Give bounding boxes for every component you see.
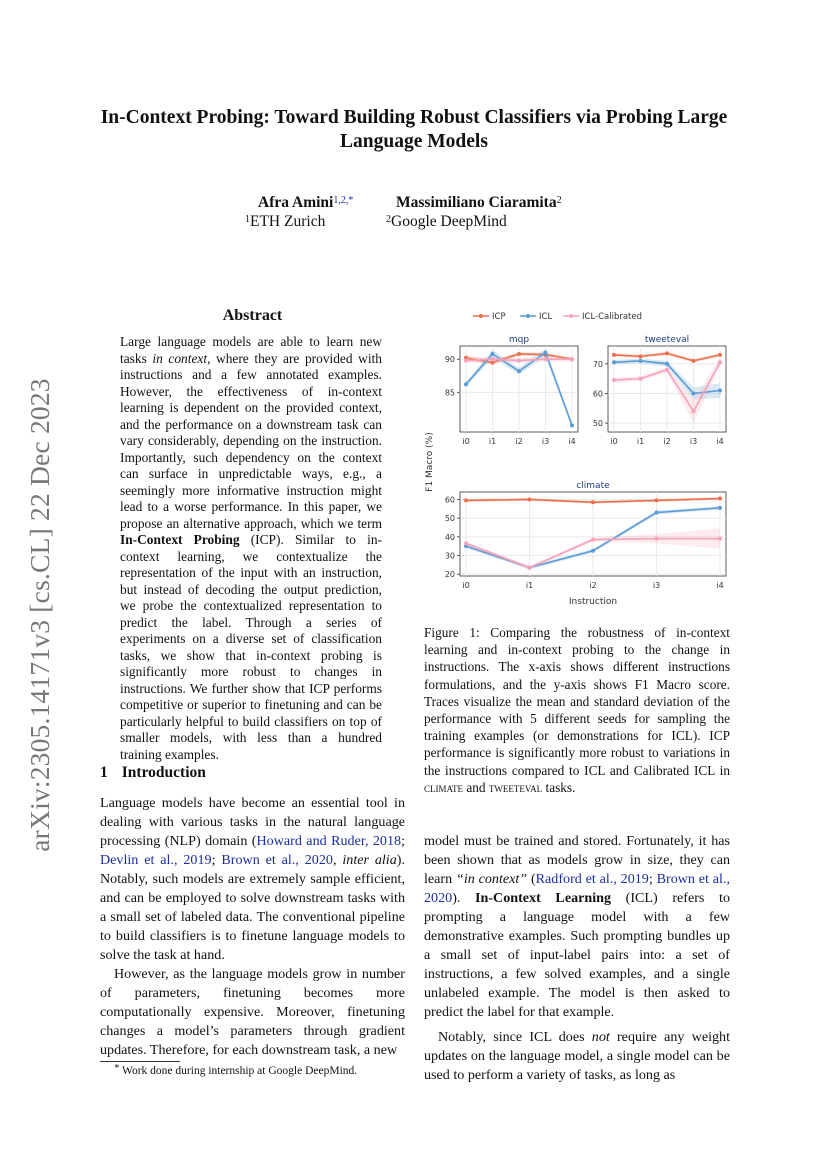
panel-title: climate [576, 481, 610, 491]
y-tick-label: 85 [444, 388, 455, 398]
data-point [544, 357, 548, 361]
caption-task-climate: climate [424, 779, 463, 795]
arxiv-stamp [18, 360, 62, 870]
citation-link[interactable]: Radford et al., 2019 [535, 871, 649, 887]
y-tick-label: 20 [444, 570, 455, 580]
affiliation-1-name: ETH Zurich [250, 213, 326, 230]
intro-right-p2-text-b: require any weight updates on the language model, a single model can be used to perform a variety of tasks, as long as [424, 1029, 730, 1083]
affiliation-1-sup: 1 [245, 214, 250, 225]
data-point [612, 353, 616, 357]
data-point [491, 357, 495, 361]
panel-title: mqp [508, 335, 530, 345]
intro-paragraph-2: However, as the language models grow in number of parameters, finetuning becomes more computationally expensive. Moreover, finetuning changes a model’s parameters through gradient updates. Therefore, for each downstream task, a new [100, 966, 405, 1058]
data-point [528, 497, 532, 501]
y-tick-label: 70 [592, 359, 603, 369]
x-tick-label: i1 [488, 437, 497, 446]
data-point [570, 357, 574, 361]
data-point [517, 359, 521, 363]
author-1-sup: 1,2,* [333, 195, 354, 206]
x-tick-label: i1 [525, 581, 534, 590]
intro-paragraph-1 [100, 794, 405, 965]
x-tick-label: i4 [568, 437, 576, 446]
title-line-1: In-Context Probing: Toward Building Robust Classifiers via Probing Large [100, 107, 728, 128]
intro-right-p1-text-a: model must be trained and stored. Fortunately, it has been shown that as models grow in size, they can learn [424, 833, 730, 887]
intro-left-column [100, 794, 405, 1060]
data-point [655, 511, 659, 515]
data-point [718, 537, 722, 541]
legend-label: ICL [539, 312, 553, 322]
citation-separator: ; [211, 852, 222, 868]
footnote-text: Work done during internship at Google DeepMind. [122, 1065, 358, 1077]
figure-1 [418, 304, 736, 616]
data-point [570, 423, 574, 427]
data-point [464, 498, 468, 502]
y-tick-label: 30 [444, 551, 455, 561]
author-2-sup: 2 [556, 195, 562, 206]
data-point [655, 537, 659, 541]
intro-right-p1-emphasis: “in context” [455, 871, 528, 887]
affiliation-2 [386, 212, 507, 231]
data-point [544, 351, 548, 355]
caption-task-tweeteval: tweeteval [488, 779, 543, 795]
data-point [718, 388, 722, 392]
intro-right-p2-text-a: Notably, since ICL does [438, 1029, 592, 1045]
caption-text-c: tasks. [542, 779, 576, 795]
data-point [517, 369, 521, 373]
y-tick-label: 40 [444, 532, 455, 542]
x-tick-label: i3 [541, 437, 550, 446]
data-point [517, 352, 521, 356]
caption-text-b: and [463, 779, 489, 795]
abstract-text-1: Large language models are able to learn new tasks [120, 334, 382, 366]
data-point [665, 368, 669, 372]
figure-1-chart [418, 304, 736, 616]
data-point [464, 359, 468, 363]
data-point [718, 360, 722, 364]
intro-p1-emphasis: , inter alia [332, 852, 397, 868]
footnote-rule [100, 1061, 180, 1062]
x-tick-label: i3 [689, 437, 698, 446]
footnote [100, 1064, 405, 1078]
data-point [692, 391, 696, 395]
abstract-text-3: (ICP). Similar to in-context learning, we contextualize the representation of the input with an instruction, but instead of decoding the output prediction, we probe the contextualized representation to predict the label. Through a series of experiments on a diverse set of classification tasks, we show that in-context probing is significantly more robust to changes in instructions. We further show that ICP performs competitive or superior to finetuning and can be particularly helpful to build classifiers on top of smaller models, with less than a hundred training examples. [120, 532, 382, 762]
y-tick-label: 90 [444, 355, 455, 365]
citation-link[interactable]: Brown et al., 2020 [424, 871, 730, 906]
intro-right-p2-emphasis: not [591, 1029, 610, 1045]
data-point [718, 353, 722, 357]
x-tick-label: i4 [716, 437, 724, 446]
intro-p1-text-a: Language models have become an essential tool in dealing with various tasks in the natural language processing (NLP) domain ( [100, 795, 405, 849]
data-point [612, 378, 616, 382]
data-point [612, 360, 616, 364]
legend-marker [569, 314, 573, 318]
data-point [639, 359, 643, 363]
y-tick-label: 60 [592, 389, 603, 399]
x-tick-label: i1 [636, 437, 645, 446]
y-axis-label: F1 Macro (%) [425, 432, 435, 492]
footnote-mark: * [114, 1063, 120, 1074]
data-point [591, 549, 595, 553]
intro-p1-text-b: ). Notably, such models are extremely sample efficient, and can be employed to solve downstream tasks with a small set of labeled data. The conventional pipeline to build classifiers is to finetune language models to solve the task at hand. [100, 852, 405, 963]
citation-link[interactable]: Brown et al., 2020 [221, 852, 333, 868]
intro-right-p1-text-c: ). [452, 890, 476, 906]
data-point [528, 566, 532, 570]
data-point [718, 506, 722, 510]
x-tick-label: i3 [652, 581, 661, 590]
section-number: 1 [100, 764, 108, 781]
section-heading [100, 764, 206, 782]
data-point [692, 359, 696, 363]
affiliation-1 [245, 212, 325, 231]
section-title: Introduction [121, 764, 206, 781]
author-2-name: Massimiliano Ciaramita [396, 194, 557, 211]
affiliation-2-sup: 2 [386, 214, 391, 225]
intro-right-paragraph-1 [424, 832, 730, 1022]
abstract-heading: Abstract [222, 307, 283, 324]
panel-title: tweeteval [644, 335, 690, 345]
citation-separator: ; [648, 871, 657, 887]
y-tick-label: 50 [444, 514, 455, 524]
data-point [464, 541, 468, 545]
intro-right-p1-text-d: (ICL) refers to prompting a language model with a few demonstrative examples. Such prompting bundles up a small set of input-label pairs into: a set of instructions, a few solved examples, and a single unlabeled example. The model is then asked to predict the label for that example. [424, 890, 730, 1020]
abstract-body [120, 334, 382, 763]
caption-text-a: Figure 1: Comparing the robustness of in-context learning and in-context probing to the change in instructions. The x-axis shows different instructions formulations, and the y-axis shows F1 Macro score. Traces visualize the mean and standard deviation of the performance with 5 different seeds for sampling the training examples (or demonstrations for ICL). ICP performance is significantly more robust to variations in the instructions compared to ICL and Calibrated ICL in [424, 625, 730, 778]
x-tick-label: i2 [663, 437, 671, 446]
author-1-name: Afra Amini [258, 194, 334, 211]
x-tick-label: i4 [716, 581, 724, 590]
abstract-term: In-Context Probing [120, 532, 240, 547]
title-line-2: Language Models [340, 131, 488, 152]
legend-marker [526, 314, 530, 318]
intro-right-p1-text-b: ( [527, 871, 536, 887]
legend-marker [479, 314, 483, 318]
affiliation-2-name: Google DeepMind [391, 213, 507, 230]
author-1 [258, 193, 353, 212]
data-point [639, 354, 643, 358]
x-tick-label: i0 [462, 437, 470, 446]
paper-title [60, 106, 768, 154]
data-point [665, 351, 669, 355]
legend-label: ICL-Calibrated [582, 312, 643, 322]
citation-link[interactable]: Devlin et al., 2019 [100, 852, 212, 868]
abstract-text-2: , where they are provided with instructions and a few annotated examples. However, the effectiveness of in-context learning is dependent on the provided context, and the performance on a downstream task can vary considerably, depending on the instruction. Importantly, such dependency on the context can surface in unpredictable ways, e.g., a seemingly more informative instruction might lead to a worse performance. In this paper, we propose an alternative approach, which we term [120, 350, 382, 531]
data-point [718, 497, 722, 501]
data-point [591, 500, 595, 504]
data-point [655, 498, 659, 502]
abstract-emphasis: in context [152, 350, 208, 366]
citation-separator: ; [401, 833, 405, 849]
data-point [692, 409, 696, 413]
x-tick-label: i0 [462, 581, 470, 590]
figure-caption [424, 624, 730, 796]
arxiv-id: arXiv:2305.14171v3 [cs.CL] 22 Dec 2023 [24, 378, 55, 852]
citation-link[interactable]: Howard and Ruder, 2018 [256, 833, 402, 849]
x-tick-label: i2 [515, 437, 523, 446]
y-tick-label: 50 [592, 419, 603, 429]
data-point [591, 538, 595, 542]
data-point [491, 352, 495, 356]
intro-right-column [424, 832, 730, 1085]
y-tick-label: 60 [444, 495, 455, 505]
author-2 [396, 193, 562, 212]
intro-right-paragraph-2 [424, 1028, 730, 1085]
data-point [639, 377, 643, 381]
legend-label: ICP [492, 312, 506, 322]
data-point [665, 362, 669, 366]
data-point [464, 382, 468, 386]
x-axis-label: Instruction [568, 597, 618, 607]
x-tick-label: i0 [610, 437, 618, 446]
x-tick-label: i2 [589, 581, 597, 590]
intro-right-term: In-Context Learning [475, 890, 612, 906]
